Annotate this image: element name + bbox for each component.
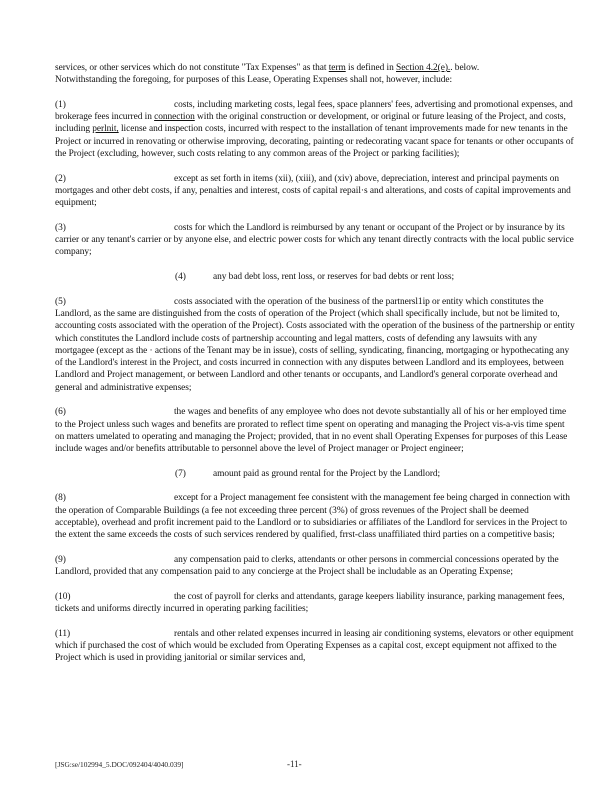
exclusion-item-9 xyxy=(55,554,575,579)
page-number: -11- xyxy=(287,759,302,769)
exclusion-item-5 xyxy=(55,296,575,394)
item-text: the wages and benefits of any employee who does not devote substantially all of his or her employed time to the Project unless such wages and benefits are prorated to reflect time spent on operating and managing the Project vis-a-vis time spent on matters umelated to operating and managing the Project; provided, that in no event shall Operating Expenses for purposes of this Lease include wages and/or benefits attributable to personnel above the level of Project manager or Project engineer; xyxy=(55,407,568,455)
intro-text: . below. xyxy=(450,63,480,73)
item-text: costs associated with the operation of the business of the partnersl1ip or entity which constitutes the Landlord, as the same are distinguished from the costs of operation of the Project (which shall specifically include, but not be limited to, accounting costs associated with the operation of the Project). Costs associated with the operation of the business of the partnership or entity which constitutes the Landlord include costs of partnership accounting and legal matters, costs of defending any lawsuits with any mortgagee (except as the · actions of the Tenant may be in issue), costs of selling, syndicating, financing, mortgaging or hypothecating any of the Landlord's interest in the Project, and costs incurred in connection with any disputes between Landlord and its employees, between Landlord and Project management, or between Landlord and other tenants or occupants, and Landlord's general corporate overhead and general and administrative expenses; xyxy=(55,296,575,393)
exclusion-item-7 xyxy=(55,468,575,480)
exclusion-item-8 xyxy=(55,492,575,541)
exclusion-item-1 xyxy=(55,99,575,160)
exclusion-item-10 xyxy=(55,591,575,616)
exclusion-item-3 xyxy=(55,222,575,259)
item-text: costs, including marketing costs, legal fees, space planners' fees, advertising and promotional expenses, and brokerage fees incurred in xyxy=(55,99,573,123)
item-text: with the original construction or development, or original or future leasing of the Project, and costs, including xyxy=(55,112,566,135)
item-text: amount paid as ground rental for the Project by the Landlord; xyxy=(213,468,441,479)
term-underlined: term xyxy=(328,63,346,73)
item-label: (1) xyxy=(55,99,66,110)
item-label: (7) xyxy=(175,468,186,479)
document-reference: [JSG:se/102994_5.DOC/092404/4040.039] xyxy=(55,760,184,769)
intro-text: Notwithstanding the foregoing, for purposes of this Lease, Operating Expenses shall not, however, include: xyxy=(55,75,453,86)
item-label: (8) xyxy=(55,493,66,504)
item-label: (6) xyxy=(55,407,66,418)
underlined-word: connection xyxy=(154,112,195,123)
exclusion-item-4 xyxy=(55,271,575,283)
section-reference: Section 4.2(e). xyxy=(396,63,451,73)
document-page xyxy=(55,62,575,677)
exclusion-item-11 xyxy=(55,628,575,665)
item-label: (11) xyxy=(55,628,71,639)
exclusion-item-6 xyxy=(55,406,575,455)
item-label: (2) xyxy=(55,173,66,184)
item-text: except for a Project management fee consistent with the management fee being charged in connection with the operation of Comparable Buildings (a fee not exceeding three percent (3%) of gross revenues of the Project shall be deemed acceptable), overhead and profit increment paid to the Landlord or to subsidiaries or affiliates of the Landlord for services in the Project to the extent the same exceeds the costs of such services rendered by qualified, frrst-class unaffiliated third parties on a competitive basis; xyxy=(55,493,570,541)
exclusion-item-2 xyxy=(55,173,575,210)
item-text: any compensation paid to clerks, attendants or other persons in commercial concessions operated by the Landlord, provided that any compensation paid to any concierge at the Project shall be includable as an Operating Expense; xyxy=(55,554,559,578)
item-label: (9) xyxy=(55,554,66,565)
item-label: (3) xyxy=(55,222,66,233)
intro-text: services, or other services which do not constitute "Tax Expenses" as that xyxy=(55,63,329,73)
item-label: (5) xyxy=(55,296,66,307)
intro-paragraph xyxy=(55,62,575,87)
item-text: rentals and other related expenses incurred in leasing air conditioning systems, elevators or other equipment which if purchased the cost of which would be excluded from Operating Expenses as a capital cost, except equipment not affixed to the Project which is used in providing janitorial or similar services and, xyxy=(55,628,574,664)
item-text: costs for which the Landlord is reimbursed by any tenant or occupant of the Project or by insurance by its carrier or any tenant's carrier or by anyone else, and electric power costs for which any tenant directly contracts with the local public service company; xyxy=(55,222,574,258)
item-label: (4) xyxy=(175,272,186,283)
intro-text: is defined in xyxy=(345,63,397,73)
item-text: except as set forth in items (xii), (xiii), and (xiv) above, depreciation, interest and principal payments on mortgages and other debt costs, if any, penalties and interest, costs of capital repail·s and alterations, and costs of capital improvements and equipment; xyxy=(55,173,571,209)
underlined-word: perlnit, xyxy=(92,124,119,135)
item-text: license and inspection costs, incurred with respect to the installation of tenant improvements made for new tenants in the Project or incurred in renovating or otherwise improving, decorating, painting or redecorating vacant space for tenants or other occupants of the Project (excluding, however, such costs relating to any common areas of the Project or parking facilities); xyxy=(55,124,574,160)
item-text: the cost of payroll for clerks and attendants, garage keepers liability insurance, parking management fees, tickets and uniforms directly incurred in operating parking facilities; xyxy=(55,591,565,615)
item-text: any bad debt loss, rent loss, or reserves for bad debts or rent loss; xyxy=(213,272,455,283)
item-label: (10) xyxy=(55,591,71,602)
